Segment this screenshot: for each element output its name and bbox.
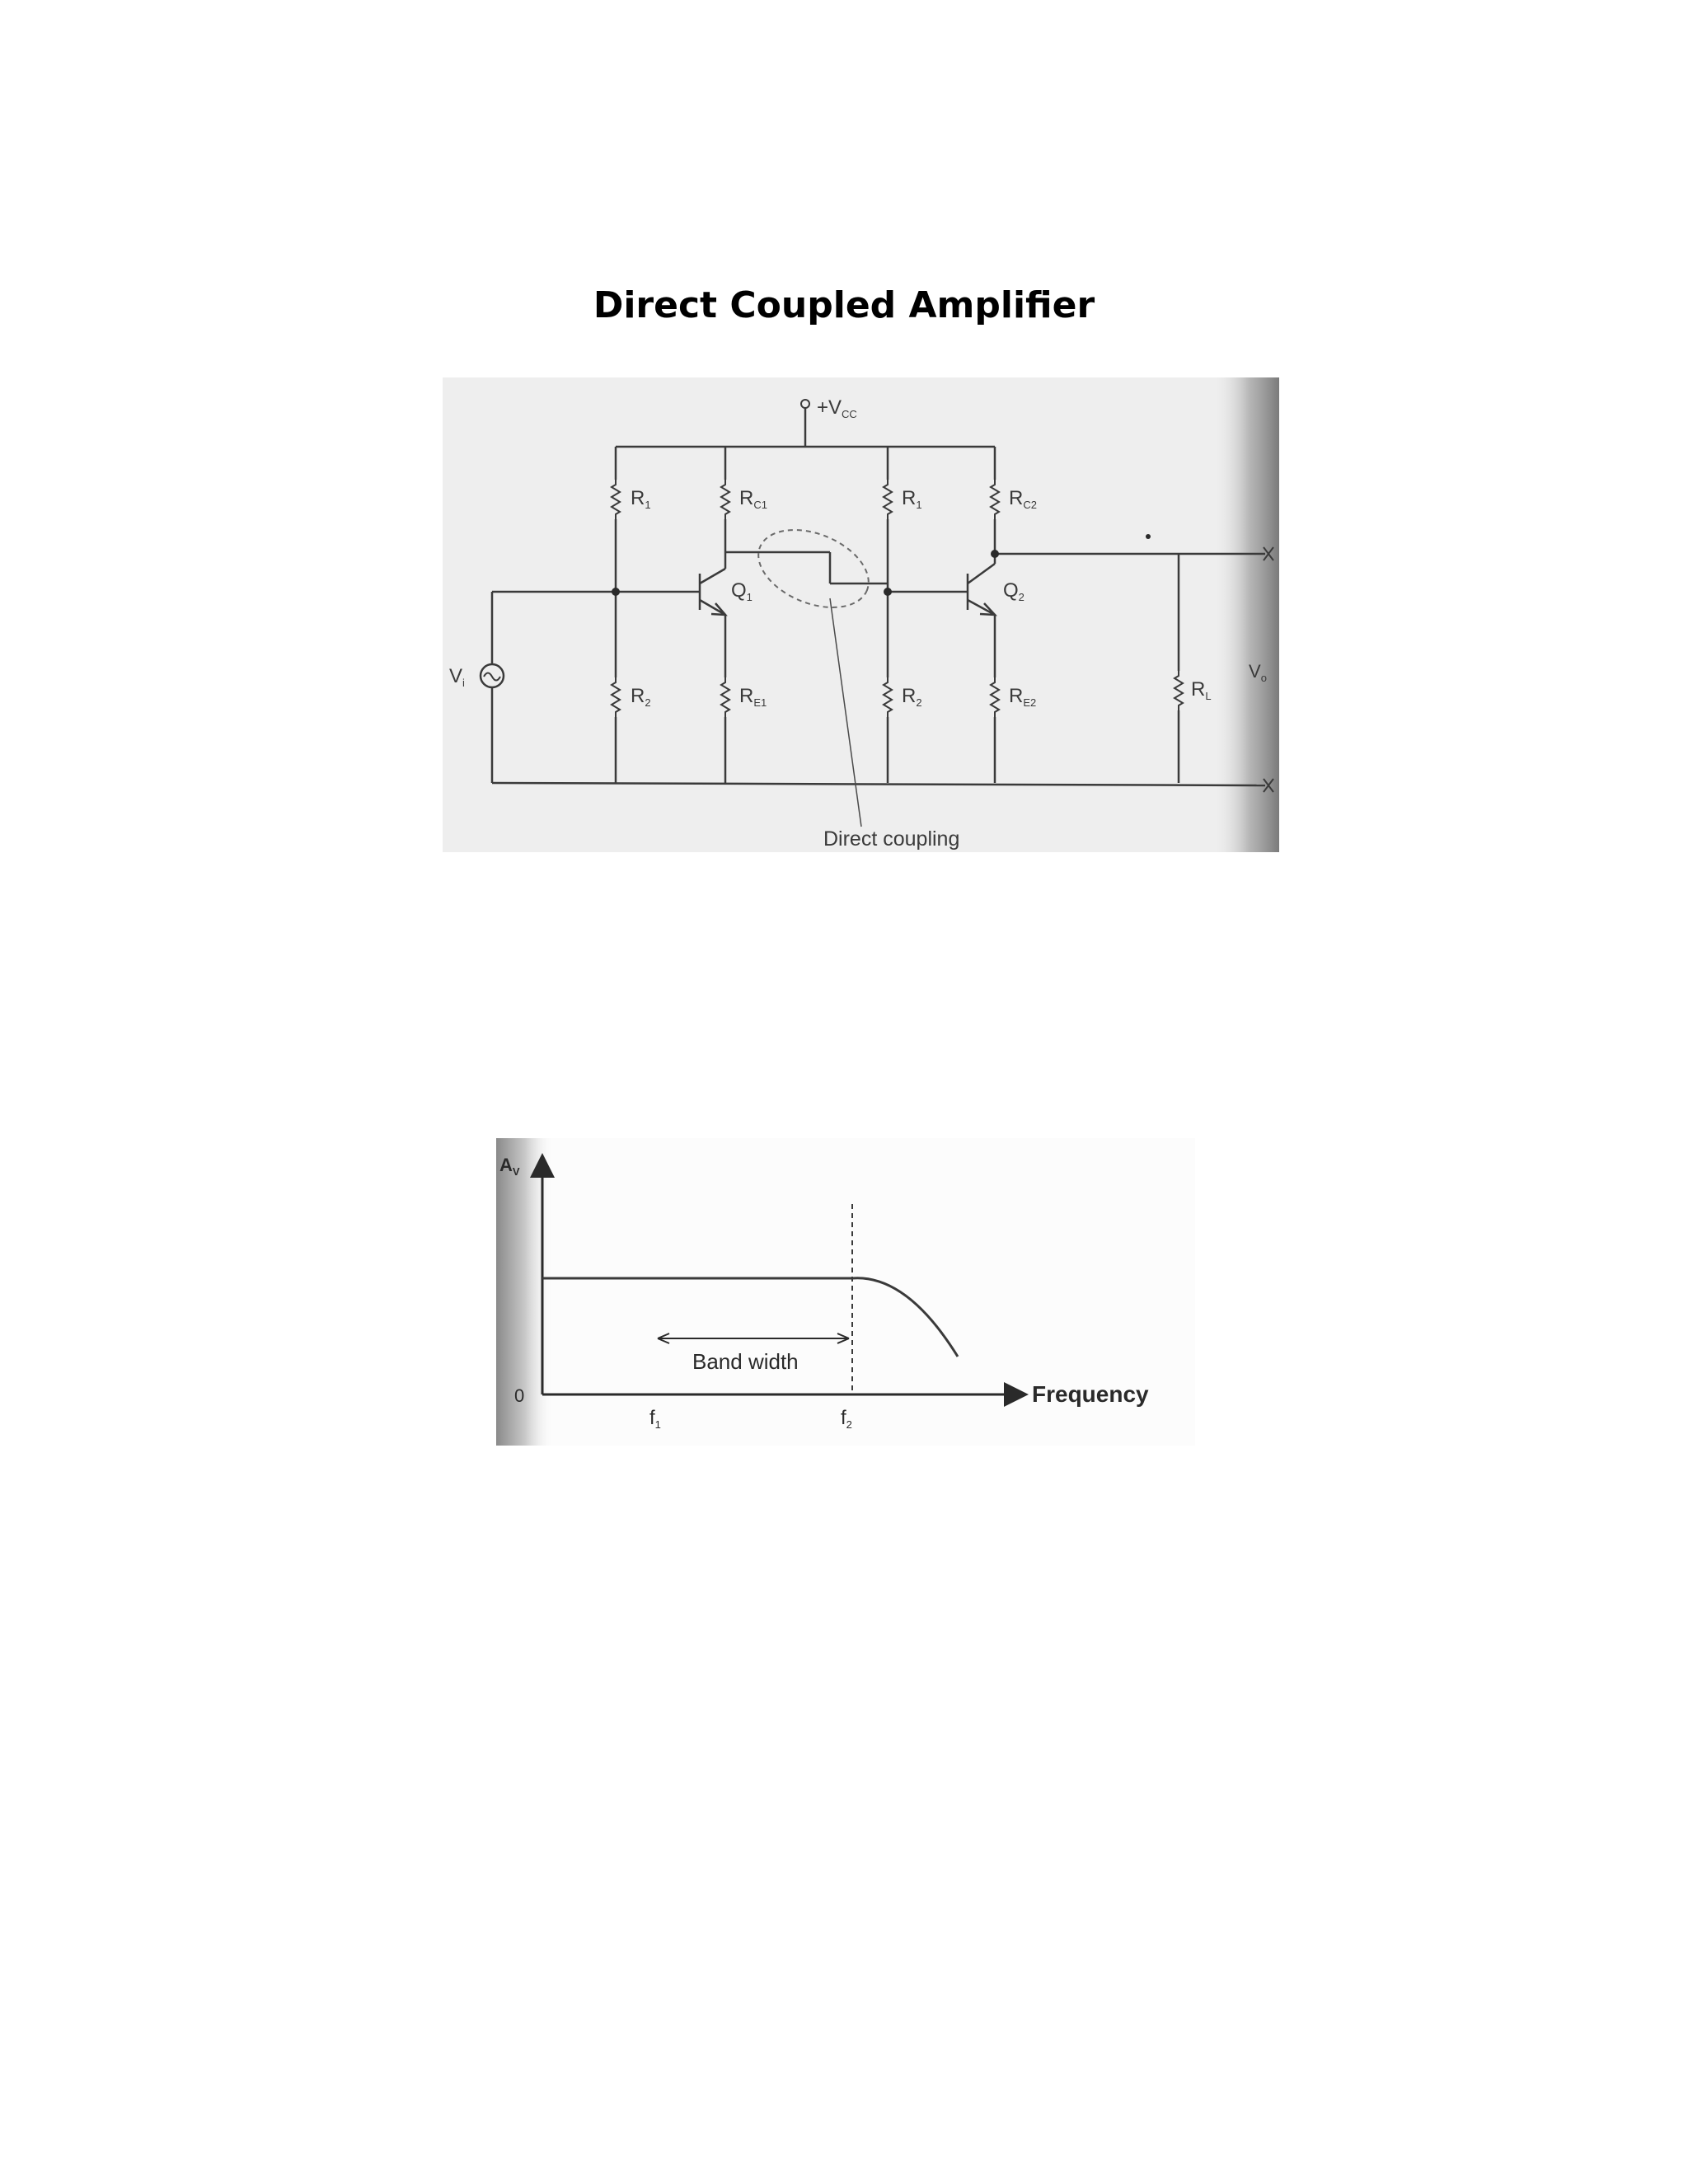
output-voltage-label: $V_o$ <box>1249 661 1267 684</box>
page-title: Direct Coupled Amplifier <box>593 284 1095 326</box>
label-rl: $R_L$ <box>1191 678 1212 702</box>
label-r2-stage1: $R_2$ <box>631 685 651 709</box>
label-re2: $R_{E2}$ <box>1009 685 1037 709</box>
supply-terminal-icon <box>801 400 809 408</box>
origin-label: 0 <box>514 1385 525 1406</box>
label-rc2: $R_{C2}$ <box>1009 487 1037 511</box>
y-axis-label: $A_V$ <box>499 1155 520 1178</box>
label-r1-stage2: $R_1$ <box>902 487 922 511</box>
label-rc1: $R_{C1}$ <box>739 487 767 511</box>
frequency-response-graph <box>496 1138 1195 1446</box>
page-edge-shadow <box>496 1138 554 1446</box>
f1-label: $f_1$ <box>649 1407 661 1431</box>
label-re1: $R_{E1}$ <box>739 685 767 709</box>
input-voltage-label: $V_i$ <box>449 665 465 689</box>
circuit-diagram <box>443 377 1279 852</box>
label-r1-stage1: $R_1$ <box>631 487 651 511</box>
label-r2-stage2: $R_2$ <box>902 685 922 709</box>
label-q2: $Q_2$ <box>1003 579 1025 603</box>
page-edge-shadow <box>1213 377 1279 852</box>
bandwidth-label: Band width <box>692 1349 799 1374</box>
supply-label: $+V_{CC}$ <box>817 396 857 420</box>
f2-label: $f_2$ <box>841 1407 852 1431</box>
x-axis-label: Frequency <box>1032 1381 1149 1407</box>
coupling-label: Direct coupling <box>823 827 960 851</box>
label-q1: $Q_1$ <box>731 579 753 603</box>
